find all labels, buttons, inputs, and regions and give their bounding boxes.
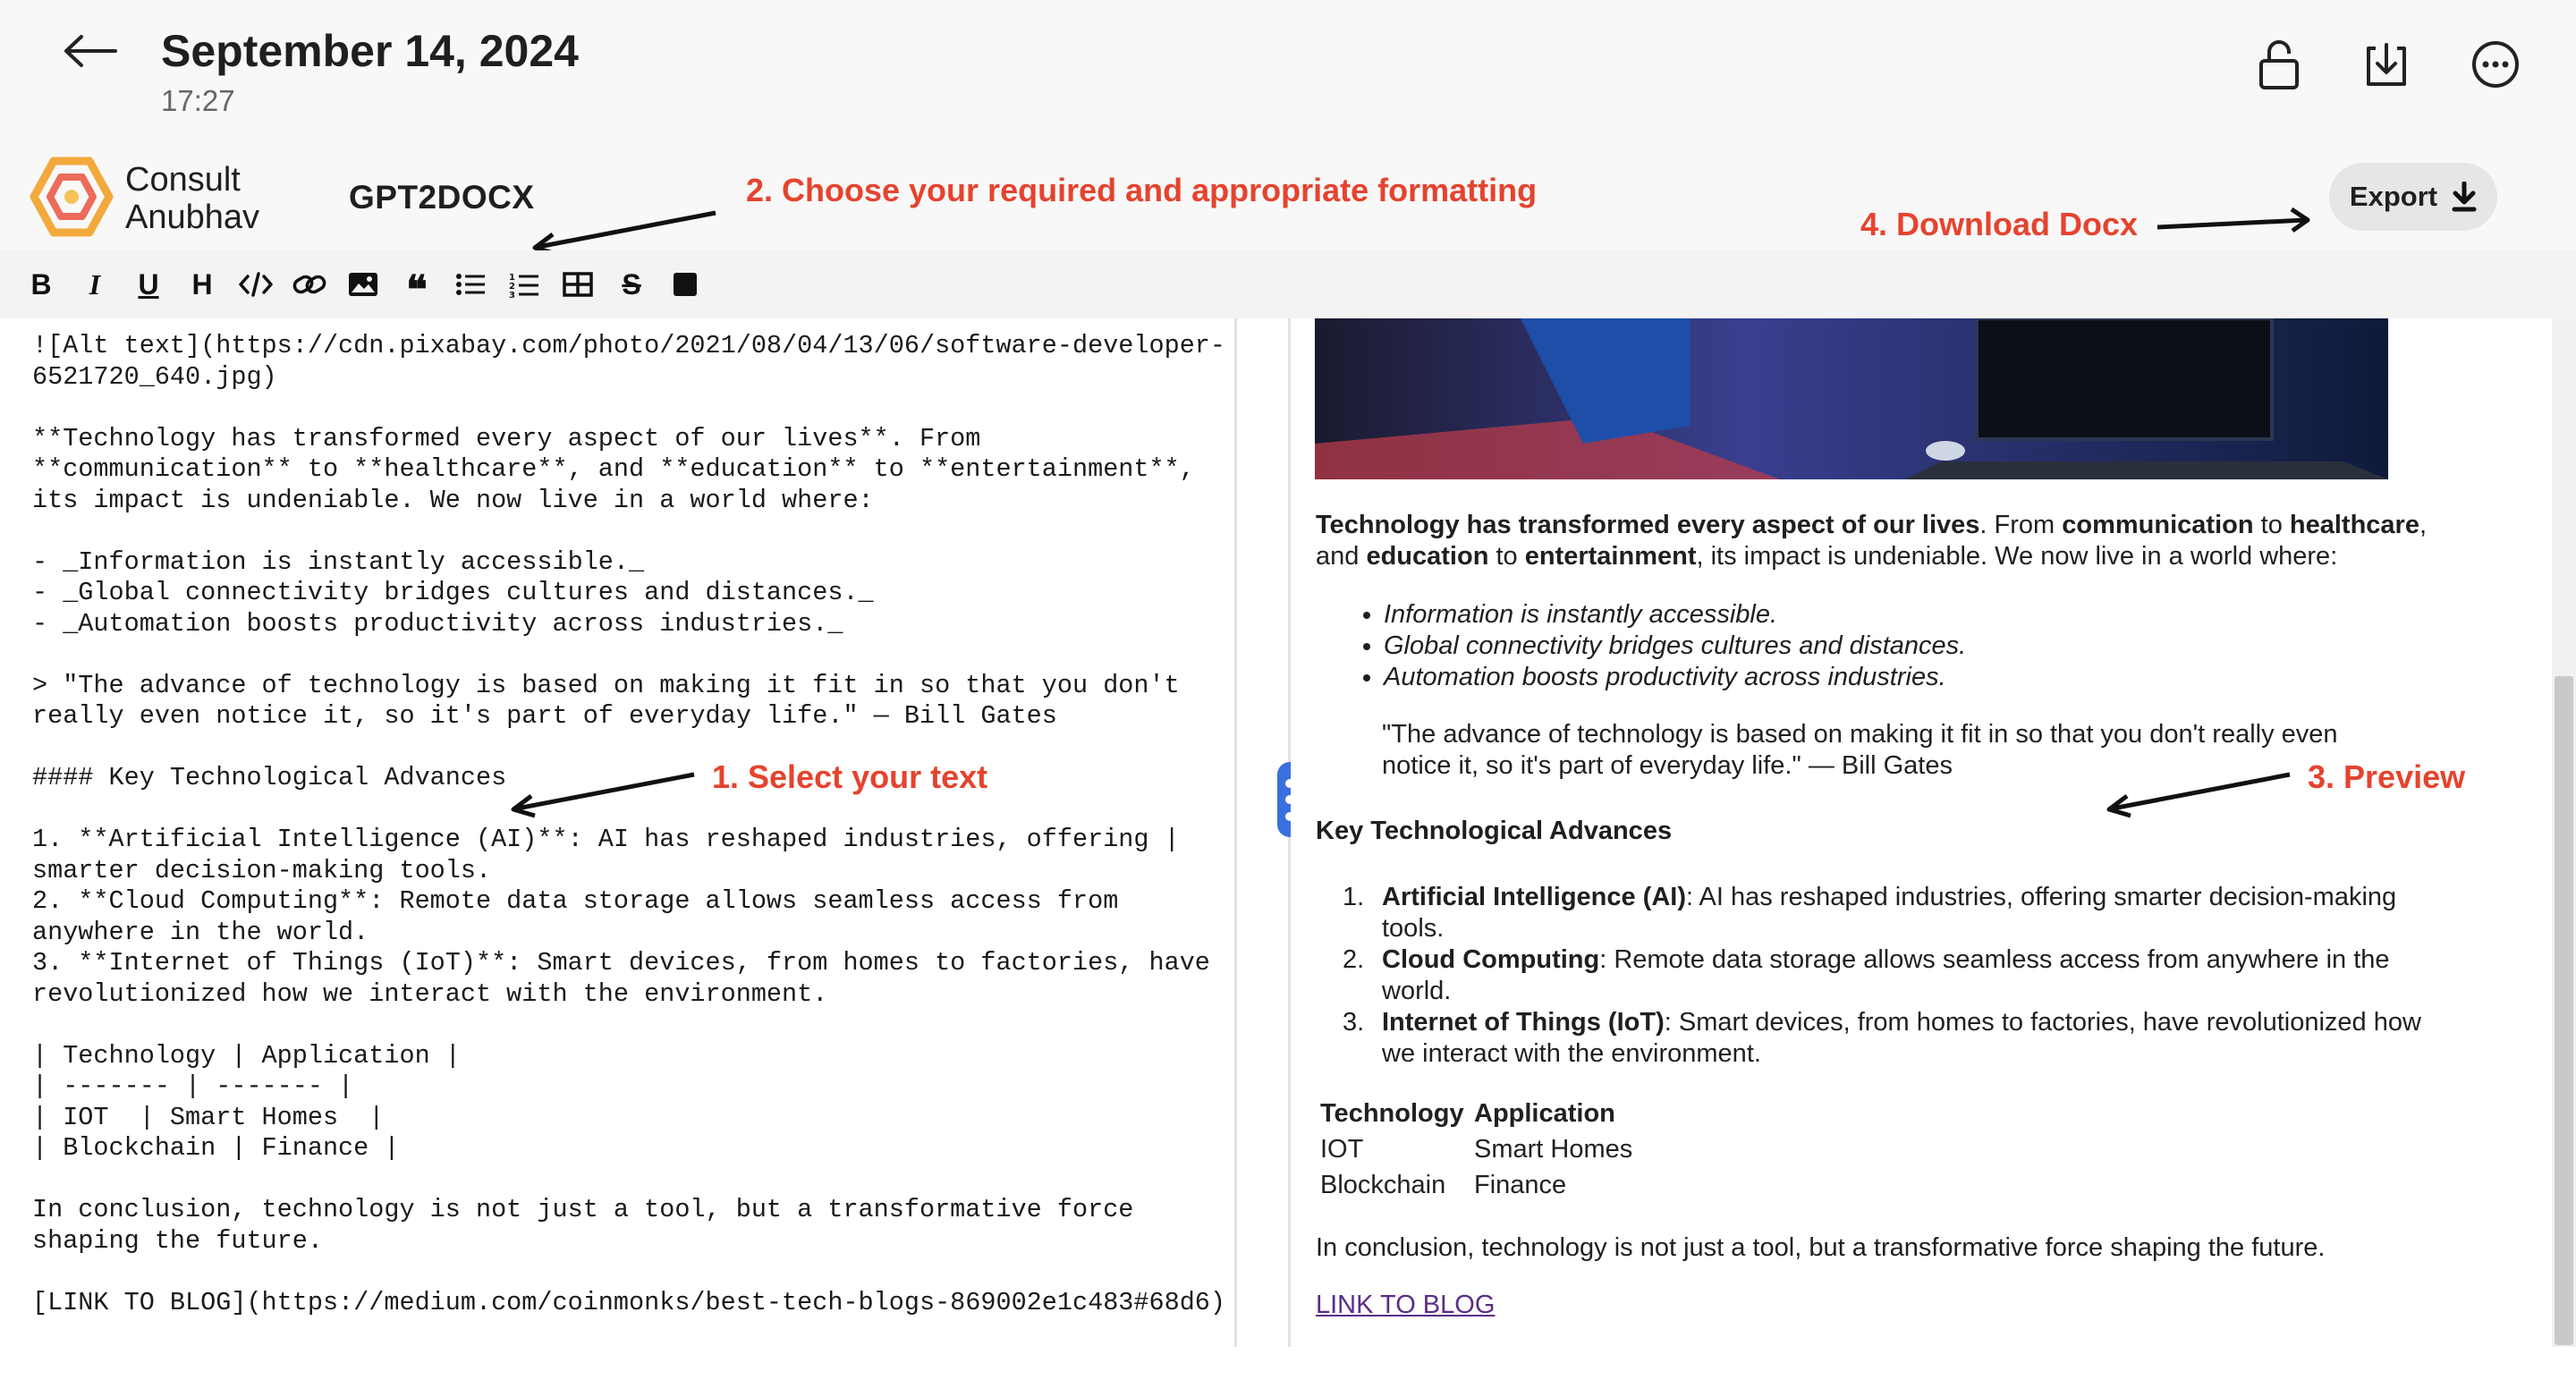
annotation-preview: 3. Preview — [2308, 758, 2466, 795]
preview-intro: Technology has transformed every aspect of our lives. From communication to healthcare, and education to entertainment, its impact is undeniable. We now live in a world where: — [1316, 511, 2428, 571]
underline-button[interactable] — [122, 258, 175, 311]
svg-text:2: 2 — [509, 282, 515, 292]
list-item: • Automation boosts productivity across industries. — [1384, 662, 1966, 693]
brand-row — [0, 143, 2576, 250]
heading-button[interactable] — [175, 258, 229, 311]
svg-text:1: 1 — [509, 273, 515, 283]
annotation-select-text: 1. Select your text — [712, 758, 988, 795]
back-button[interactable] — [54, 20, 125, 82]
table-icon — [563, 272, 593, 297]
color-square-icon — [673, 272, 698, 297]
list-item: 1. Artificial Intelligence (AI): AI has reshaped industries, offering smarter decision-making tools. — [1343, 883, 2397, 943]
lock-open-icon — [2257, 38, 2301, 91]
annotation-arrow-icon — [2156, 206, 2317, 241]
code-icon — [238, 271, 274, 298]
arrow-left-icon — [62, 33, 117, 69]
heading-icon: H — [191, 267, 213, 301]
editor-divider — [1234, 318, 1237, 1347]
bullet-list-icon — [455, 272, 486, 297]
italic-icon: I — [89, 267, 101, 301]
timestamp: 17:27 — [161, 84, 235, 117]
strikethrough-button[interactable] — [605, 258, 658, 311]
annotation-download: 4. Download Docx — [1860, 206, 2139, 242]
preview-numbered-list — [1343, 882, 2532, 1070]
numbered-list-button[interactable] — [497, 258, 551, 311]
image-button[interactable] — [336, 258, 390, 311]
preview-quote: "The advance of technology is based on making it fit in so that you don't really even notice it, so it's part of everyday life." — Bill Gates — [1382, 720, 2338, 780]
download-arrow-icon — [2452, 182, 2477, 212]
strikethrough-icon: S — [622, 267, 641, 301]
color-button[interactable] — [658, 258, 712, 311]
logo-icon — [27, 156, 116, 238]
image-icon — [348, 272, 378, 297]
underline-icon: U — [138, 267, 159, 301]
table-button[interactable] — [551, 258, 605, 311]
bold-icon: B — [30, 267, 52, 301]
preview-heading: Key Technological Advances — [1316, 817, 1673, 845]
bullet-list-button[interactable] — [444, 258, 497, 311]
export-button[interactable]: Export — [2329, 163, 2497, 231]
svg-text:3: 3 — [509, 291, 515, 298]
list-item: 2. Cloud Computing: Remote data storage allows seamless access from anywhere in the world. — [1343, 945, 2390, 1005]
preview-pane — [1291, 318, 2552, 1347]
download-button[interactable] — [2354, 32, 2419, 97]
preview-bullets — [1357, 599, 1966, 693]
app-bar — [0, 0, 2576, 143]
more-button[interactable] — [2463, 32, 2528, 97]
download-icon — [2361, 39, 2411, 89]
list-item: • Global connectivity bridges cultures and distances. — [1384, 631, 1966, 662]
preview-link-row — [1316, 1290, 1495, 1321]
link-button[interactable] — [283, 258, 336, 311]
preview-conclusion: In conclusion, technology is not just a tool, but a transformative force shaping the future. — [1316, 1233, 2326, 1262]
app-name: GPT2DOCX — [349, 179, 535, 216]
editor-text[interactable]: ![Alt text](https://cdn.pixabay.com/photo/2021/08/04/13/06/software-developer- 6521720_640.jpg) **Technology has transformed every aspect of our lives**. From **communication** to **healthcare**, and **education** to **entertainment**, its impact is undeniable. We now live in a world where: - _Information is instantly accessible._ - _Global connectivity bridges cultures and distances._ - _Automation boosts productivity across industries._ > "The advance of technology is based on making it fit in so that you don't really even notice it, so it's part of everyday life." — Bill Gates #### Key Technological Advances 1. **Artificial Intelligence (AI)**: AI has reshaped industries, offering | smarter decision-making tools. 2. **Cloud Computing**: Remote data storage allows seamless access from anywhere in the world. 3. **Internet of Things (IoT)**: Smart devices, from homes to factories, have revolutionized how we interact with the environment. | Technology | Application | | ------- | ------- | | IOT | Smart Homes | | Blockchain | Finance | In conclusion, technology is not just a tool, but a transformative force shaping the future. [LINK TO BLOG](https://medium.com/coinmonks/best-tech-blogs-869002e1c483#68d6) — [32, 331, 1226, 1317]
annotation-arrow-icon — [506, 766, 703, 819]
quote-button[interactable] — [390, 258, 444, 311]
quote-icon: ❝ — [406, 267, 428, 313]
code-button[interactable] — [229, 258, 283, 311]
blog-link[interactable]: LINK TO BLOG — [1316, 1291, 1496, 1319]
hero-image — [1315, 318, 2388, 479]
markdown-editor[interactable] — [0, 318, 1234, 1347]
bold-button[interactable] — [14, 258, 68, 311]
table-header-row: Technology Application — [1320, 1098, 1615, 1128]
format-toolbar — [0, 250, 2576, 318]
list-item: 3. Internet of Things (IoT): Smart devices, from homes to factories, have revolutionized how we interact with the environment. — [1343, 1008, 2421, 1068]
list-item: • Information is instantly accessible. — [1384, 599, 1966, 631]
annotation-choose-format: 2. Choose your required and appropriate formatting — [746, 172, 1538, 208]
page-title: September 14, 2024 — [161, 26, 579, 76]
numbered-list-icon — [509, 271, 539, 298]
annotation-arrow-icon — [2102, 766, 2299, 819]
bottom-strip — [0, 1347, 2576, 1397]
logo-text: Consult Anubhav — [125, 161, 260, 236]
more-icon — [2470, 39, 2521, 89]
table-row: IOT Smart Homes — [1320, 1134, 1633, 1164]
link-icon — [292, 271, 326, 298]
table-row: Blockchain Finance — [1320, 1170, 1567, 1199]
preview-table — [1320, 1096, 1640, 1204]
italic-button[interactable] — [68, 258, 122, 311]
lock-button[interactable] — [2247, 32, 2311, 97]
annotation-arrow-icon — [528, 204, 724, 258]
scrollbar-thumb[interactable] — [2555, 676, 2573, 1345]
